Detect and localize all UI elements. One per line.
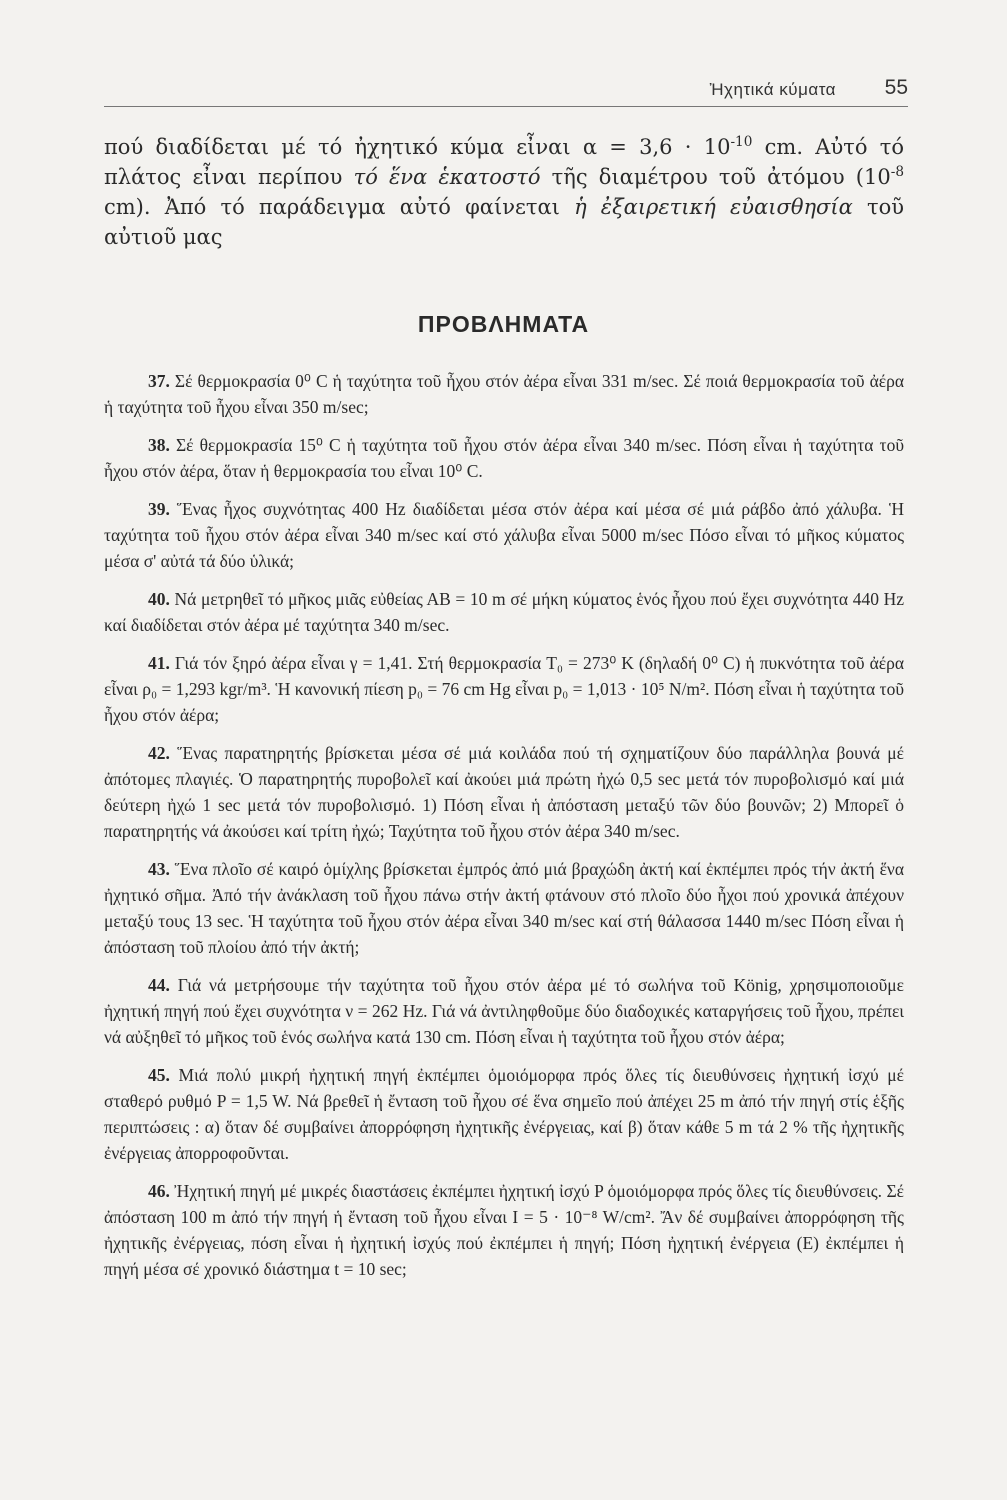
problem-44 [104,972,904,1050]
problem-43 [104,856,904,960]
intro-exponent-2: -8 [890,164,905,180]
problem-text: Νά μετρηθεῖ τό μῆκος μιᾶς εὐθείας ΑΒ = 10 m σέ μήκη κύματος ἑνός ἦχου πού ἔχει συχνότητα 440 Hz καί διαδίδεται στόν ἀέρα μέ ταχύτητα 340 m/sec. [104,589,904,635]
problem-number: 39. [148,499,170,519]
intro-italic-2: ἡ ἐξαιρετική εὐαισθησία [574,195,853,219]
problem-text: Μιά πολύ μικρή ἠχητική πηγή ἐκπέμπει ὁμοιόμορφα πρός ὅλες τίς διευθύνσεις ἠχητική ἰσχύ μέ σταθερό ρυθμό P = 1,5 W. Νά βρεθεῖ ἡ ἔνταση τοῦ ἦχου σέ ἕνα σημεῖο πού ἀπέχει 25 m ἀπό τήν πηγή στίς ἑξῆς περιπτώσεις : α) ὅταν δέ συμβαίνει ἀπορρόφηση ἠχητικῆς ἐνέργειας, καί β) ὅταν κάθε 5 m τά 2 % τῆς ἠχητικῆς ἐνέργειας ἀπορροφοῦνται. [104,1065,904,1163]
problem-39 [104,496,904,574]
chapter-title: Ἠχητικά κύματα [709,80,836,99]
problem-number: 41. [148,653,170,673]
problem-text: Σέ θερμοκρασία 0⁰ C ἡ ταχύτητα τοῦ ἦχου στόν ἀέρα εἶναι 331 m/sec. Σέ ποιά θερμοκρασία τοῦ ἀέρα ἡ ταχύτητα τοῦ ἦχου εἶναι 350 m/sec; [104,371,904,417]
problem-number: 40. [148,589,170,609]
problem-number: 45. [148,1065,170,1085]
problem-46 [104,1178,904,1282]
problem-text: Ἠχητική πηγή μέ μικρές διαστάσεις ἐκπέμπει ἠχητική ἰσχύ P ὁμοιόμορφα πρός ὅλες τίς διευθύνσεις. Σέ ἀπόσταση 100 m ἀπό τήν πηγή ἡ ἔνταση τοῦ ἦχου εἶναι I = 5 · 10⁻⁸ W/cm². Ἄν δέ συμβαίνει ἀπορρόφηση τῆς ἠχητικῆς ἐνέργειας, πόση εἶναι ἡ ἠχητική ἰσχύς πού ἐκπέμπει ἡ πηγή; Πόση ἠχητική ἐνέργεια (E) ἐκπέμπει ἡ πηγή μέσα σέ χρονικό διάστημα t = 10 sec; [104,1181,904,1279]
intro-italic-1: τό ἕνα ἑκατοστό [353,165,541,189]
problem-37 [104,368,904,420]
intro-text-2: cm. Αὐτό τό πλάτος εἶναι περίπου [104,135,904,189]
problem-40 [104,586,904,638]
intro-text-5: τοῦ αὐτιοῦ μας [104,195,905,249]
problem-text: Σέ θερμοκρασία 15⁰ C ἡ ταχύτητα τοῦ ἦχου στόν ἀέρα εἶναι 340 m/sec. Πόση εἶναι ἡ ταχύτητα τοῦ ἦχου στόν ἀέρα, ὅταν ἡ θερμοκρασία του εἶναι 10⁰ C. [104,435,904,481]
problem-text: Ἕνας παρατηρητής βρίσκεται μέσα σέ μιά κοιλάδα πού τή σχηματίζουν δύο παράλληλα βουνά μέ ἀπότομες πλαγιές. Ὁ παρατηρητής πυροβολεῖ καί ἀκούει μιά πρώτη ἠχώ 0,5 sec μετά τόν πυροβολισμό καί μιά δεύτερη ἠχώ 1 sec μετά τόν πυροβολισμό. 1) Πόση εἶναι ἡ ἀπόσταση μεταξύ τῶν δύο βουνῶν; 2) Μπορεῖ ὁ παρατηρητής νά ἀκούσει καί τρίτη ἠχώ; Ταχύτητα τοῦ ἦχου στόν ἀέρα 340 m/sec. [104,743,904,841]
intro-text-3: τῆς διαμέτρου τοῦ ἀτόμου (10 [540,165,891,189]
intro-text-1: πού διαδίδεται μέ τό ἠχητικό κύμα εἶναι α = 3,6 · 10 [104,135,731,159]
problem-number: 44. [148,975,170,995]
page-number: 55 [884,76,908,99]
problem-38 [104,432,904,484]
problem-number: 42. [148,743,170,763]
intro-paragraph [104,132,904,252]
problem-text: Γιά νά μετρήσουμε τήν ταχύτητα τοῦ ἦχου στόν ἀέρα μέ τό σωλήνα τοῦ König, χρησιμοποιοῦμε ἠχητική πηγή πού ἔχει συχνότητα ν = 262 Hz. Γιά νά ἀντιληφθοῦμε δύο διαδοχικές καταργήσεις τοῦ ἦχου, πρέπει νά αὐξηθεῖ τό μῆκος τοῦ ἑνός σωλήνα κατά 130 cm. Πόση εἶναι ἡ ταχύτητα τοῦ ἦχου στόν ἀέρα; [104,975,904,1047]
problem-number: 43. [148,859,170,879]
intro-text-4: cm). Ἀπό τό παράδειγμα αὐτό φαίνεται [104,195,575,219]
running-header [104,76,908,107]
problem-text: Ἕνα πλοῖο σέ καιρό ὁμίχλης βρίσκεται ἐμπρός ἀπό μιά βραχώδη ἀκτή καί ἐκπέμπει πρός τήν ἀκτή ἕνα ἠχητικό σῆμα. Ἀπό τήν ἀνάκλαση τοῦ ἦχου πάνω στήν ἀκτή φτάνουν στό πλοῖο δύο ἦχοι πού χρονικά ἀπέχουν μεταξύ τους 13 sec. Ἡ ταχύτητα τοῦ ἦχου στόν ἀέρα εἶναι 340 m/sec καί στή θάλασσα 1440 m/sec Πόση εἶναι ἡ ἀπόσταση τοῦ πλοίου ἀπό τήν ἀκτή; [104,859,904,957]
problem-number: 38. [148,435,170,455]
problem-45 [104,1062,904,1166]
problem-42 [104,740,904,844]
problem-text: Γιά τόν ξηρό ἀέρα εἶναι γ = 1,41. Στή θερμοκρασία T₀ = 273⁰ K (δηλαδή 0⁰ C) ἡ πυκνότητα τοῦ ἀέρα εἶναι ρ₀ = 1,293 kgr/m³. Ἡ κανονική πίεση p₀ = 76 cm Hg εἶναι p₀ = 1,013 · 10⁵ N/m². Πόση εἶναι ἡ ταχύτητα τοῦ ἦχου στόν ἀέρα; [104,653,904,725]
problem-41 [104,650,904,728]
problem-number: 37. [148,371,170,391]
intro-exponent-1: -10 [730,134,753,150]
problem-text: Ἕνας ἦχος συχνότητας 400 Hz διαδίδεται μέσα στόν ἀέρα καί μέσα σέ μιά ράβδο ἀπό χάλυβα. Ἡ ταχύτητα τοῦ ἦχου στόν ἀέρα εἶναι 340 m/sec καί στό χάλυβα εἶναι 5000 m/sec Πόσο εἶναι τό μῆκος κύματος μέσα σ' αὐτά τά δύο ὑλικά; [104,499,904,571]
section-title: ΠΡΟΒΛΗΜΑΤΑ [417,311,590,337]
problem-list [104,368,904,1294]
problem-number: 46. [148,1181,170,1201]
